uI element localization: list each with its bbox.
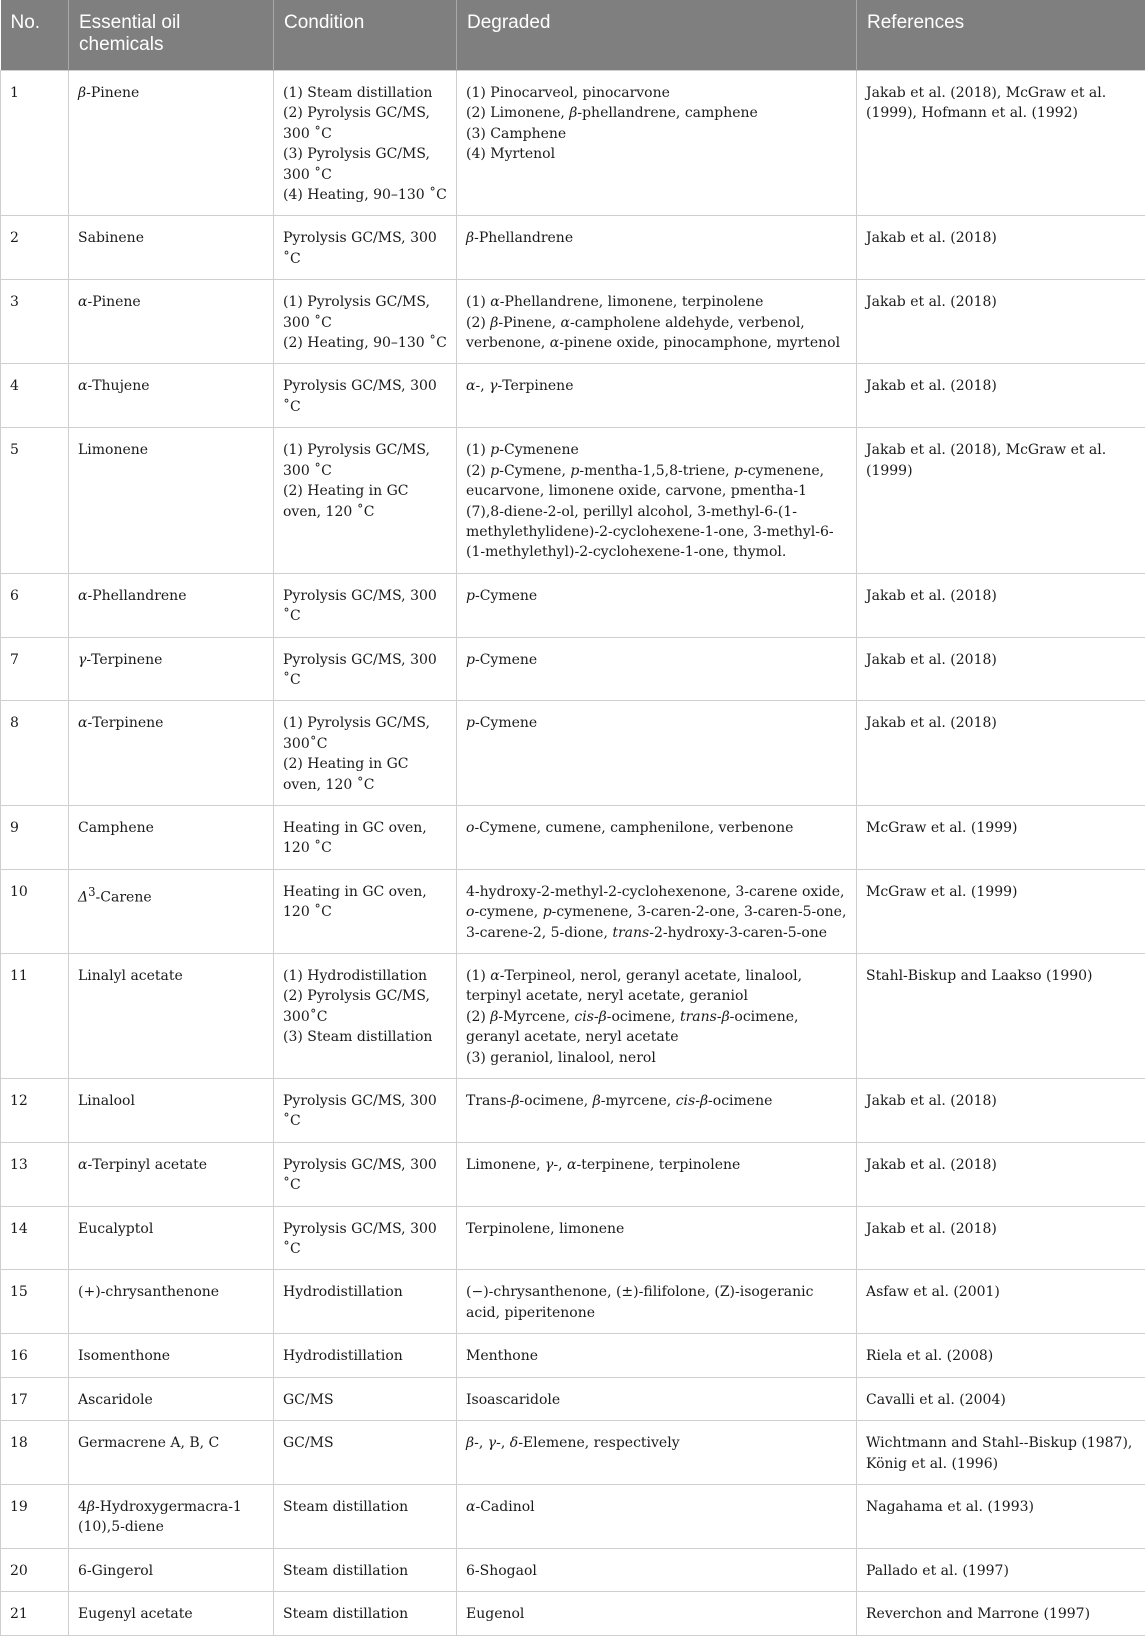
cell-no: 14 bbox=[1, 1206, 69, 1270]
cell-references: Jakab et al. (2018), McGraw et al. (1999), Hofmann et al. (1992) bbox=[857, 71, 1145, 216]
cell-condition: GC/MS bbox=[274, 1377, 457, 1420]
cell-chemical: Isomenthone bbox=[69, 1334, 274, 1377]
cell-degraded: 6-Shogaol bbox=[457, 1548, 857, 1591]
table-row bbox=[1, 573, 1145, 637]
cell-no: 12 bbox=[1, 1079, 69, 1143]
cell-degraded: α-Cadinol bbox=[457, 1484, 857, 1548]
cell-condition: (1) Pyrolysis GC/MS, 300˚C (2) Heating in GC oven, 120 ˚C bbox=[274, 701, 457, 806]
cell-degraded: α-, γ-Terpinene bbox=[457, 364, 857, 428]
cell-no: 17 bbox=[1, 1377, 69, 1420]
table-row bbox=[1, 364, 1145, 428]
cell-no: 20 bbox=[1, 1548, 69, 1591]
table-row bbox=[1, 1421, 1145, 1485]
cell-chemical: Germacrene A, B, C bbox=[69, 1421, 274, 1485]
cell-degraded: (1) p-Cymenene (2) p-Cymene, p-mentha-1,5,8-triene, p-cymenene, eucarvone, limonene oxide, carvone, pmentha-1 (7),8-diene-2-ol, perillyl alcohol, 3-methyl-6-(1-methylethylidene)-2-cyclohexene-1-one, 3-methyl-6-(1-methylethyl)-2-cyclohexene-1-one, thymol. bbox=[457, 428, 857, 573]
cell-references: Jakab et al. (2018) bbox=[857, 280, 1145, 364]
cell-no: 21 bbox=[1, 1592, 69, 1635]
header-condition: Condition bbox=[274, 0, 457, 71]
table-row bbox=[1, 701, 1145, 806]
cell-condition: Pyrolysis GC/MS, 300 ˚C bbox=[274, 1142, 457, 1206]
cell-references: Jakab et al. (2018) bbox=[857, 1206, 1145, 1270]
cell-references: McGraw et al. (1999) bbox=[857, 805, 1145, 869]
cell-condition: GC/MS bbox=[274, 1421, 457, 1485]
header-references: References bbox=[857, 0, 1145, 71]
cell-degraded: Menthone bbox=[457, 1334, 857, 1377]
cell-chemical: Linalyl acetate bbox=[69, 954, 274, 1079]
cell-chemical: α-Terpinene bbox=[69, 701, 274, 806]
cell-degraded: (−)-chrysanthenone, (±)-filifolone, (Z)-isogeranic acid, piperitenone bbox=[457, 1270, 857, 1334]
cell-chemical: Eugenyl acetate bbox=[69, 1592, 274, 1635]
cell-condition: Steam distillation bbox=[274, 1592, 457, 1635]
cell-chemical: α-Terpinyl acetate bbox=[69, 1142, 274, 1206]
table-row bbox=[1, 1079, 1145, 1143]
cell-references: Wichtmann and Stahl--Biskup (1987), König et al. (1996) bbox=[857, 1421, 1145, 1485]
cell-chemical: α-Thujene bbox=[69, 364, 274, 428]
cell-no: 10 bbox=[1, 869, 69, 953]
cell-no: 18 bbox=[1, 1421, 69, 1485]
table-row bbox=[1, 1142, 1145, 1206]
cell-degraded: Isoascaridole bbox=[457, 1377, 857, 1420]
cell-chemical: Sabinene bbox=[69, 216, 274, 280]
cell-references: Jakab et al. (2018) bbox=[857, 573, 1145, 637]
table-row bbox=[1, 1334, 1145, 1377]
cell-degraded: (1) Pinocarveol, pinocarvone (2) Limonene, β-phellandrene, camphene (3) Camphene (4) Myrtenol bbox=[457, 71, 857, 216]
cell-references: Cavalli et al. (2004) bbox=[857, 1377, 1145, 1420]
cell-chemical: Limonene bbox=[69, 428, 274, 573]
header-chemical: Essential oil chemicals bbox=[69, 0, 274, 71]
cell-no: 16 bbox=[1, 1334, 69, 1377]
cell-condition: Pyrolysis GC/MS, 300 ˚C bbox=[274, 637, 457, 701]
cell-degraded: p-Cymene bbox=[457, 701, 857, 806]
cell-chemical: α-Pinene bbox=[69, 280, 274, 364]
cell-degraded: p-Cymene bbox=[457, 573, 857, 637]
cell-degraded: β-Phellandrene bbox=[457, 216, 857, 280]
cell-condition: Pyrolysis GC/MS, 300 ˚C bbox=[274, 216, 457, 280]
cell-no: 7 bbox=[1, 637, 69, 701]
cell-no: 3 bbox=[1, 280, 69, 364]
cell-degraded: β-, γ-, δ-Elemene, respectively bbox=[457, 1421, 857, 1485]
cell-references: Jakab et al. (2018), McGraw et al. (1999) bbox=[857, 428, 1145, 573]
cell-condition: Pyrolysis GC/MS, 300 ˚C bbox=[274, 1206, 457, 1270]
table-row bbox=[1, 869, 1145, 953]
cell-condition: Heating in GC oven, 120 ˚C bbox=[274, 805, 457, 869]
cell-chemical: γ-Terpinene bbox=[69, 637, 274, 701]
cell-references: Riela et al. (2008) bbox=[857, 1334, 1145, 1377]
table-row bbox=[1, 1270, 1145, 1334]
cell-references: Jakab et al. (2018) bbox=[857, 1079, 1145, 1143]
cell-references: McGraw et al. (1999) bbox=[857, 869, 1145, 953]
table-row bbox=[1, 1377, 1145, 1420]
table-row bbox=[1, 1592, 1145, 1635]
table-row bbox=[1, 1484, 1145, 1548]
table-row bbox=[1, 1548, 1145, 1591]
cell-condition: Pyrolysis GC/MS, 300 ˚C bbox=[274, 1079, 457, 1143]
header-no: No. bbox=[1, 0, 69, 71]
table-row bbox=[1, 280, 1145, 364]
cell-condition: Pyrolysis GC/MS, 300 ˚C bbox=[274, 573, 457, 637]
cell-degraded: Limonene, γ-, α-terpinene, terpinolene bbox=[457, 1142, 857, 1206]
header-row bbox=[1, 0, 1145, 71]
cell-chemical: 6-Gingerol bbox=[69, 1548, 274, 1591]
cell-references: Jakab et al. (2018) bbox=[857, 637, 1145, 701]
cell-condition: (1) Pyrolysis GC/MS, 300 ˚C (2) Heating in GC oven, 120 ˚C bbox=[274, 428, 457, 573]
cell-degraded: 4-hydroxy-2-methyl-2-cyclohexenone, 3-carene oxide, o-cymene, p-cymenene, 3-caren-2-one, 3-caren-5-one, 3-carene-2, 5-dione, trans-2-hydroxy-3-caren-5-one bbox=[457, 869, 857, 953]
cell-references: Jakab et al. (2018) bbox=[857, 1142, 1145, 1206]
cell-condition: Pyrolysis GC/MS, 300 ˚C bbox=[274, 364, 457, 428]
cell-no: 11 bbox=[1, 954, 69, 1079]
cell-condition: Heating in GC oven, 120 ˚C bbox=[274, 869, 457, 953]
cell-chemical: 4β-Hydroxygermacra-1 (10),5-diene bbox=[69, 1484, 274, 1548]
cell-references: Jakab et al. (2018) bbox=[857, 216, 1145, 280]
cell-condition: Hydrodistillation bbox=[274, 1334, 457, 1377]
cell-references: Jakab et al. (2018) bbox=[857, 701, 1145, 806]
cell-no: 2 bbox=[1, 216, 69, 280]
cell-chemical: β-Pinene bbox=[69, 71, 274, 216]
cell-no: 13 bbox=[1, 1142, 69, 1206]
cell-no: 4 bbox=[1, 364, 69, 428]
cell-chemical: Linalool bbox=[69, 1079, 274, 1143]
cell-references: Jakab et al. (2018) bbox=[857, 364, 1145, 428]
cell-chemical: α-Phellandrene bbox=[69, 573, 274, 637]
cell-condition: Steam distillation bbox=[274, 1548, 457, 1591]
cell-no: 9 bbox=[1, 805, 69, 869]
cell-no: 1 bbox=[1, 71, 69, 216]
cell-condition: Hydrodistillation bbox=[274, 1270, 457, 1334]
cell-no: 6 bbox=[1, 573, 69, 637]
cell-chemical: (+)-chrysanthenone bbox=[69, 1270, 274, 1334]
cell-condition: (1) Steam distillation (2) Pyrolysis GC/MS, 300 ˚C (3) Pyrolysis GC/MS, 300 ˚C (4) Heating, 90–130 ˚C bbox=[274, 71, 457, 216]
cell-references: Pallado et al. (1997) bbox=[857, 1548, 1145, 1591]
cell-chemical: Eucalyptol bbox=[69, 1206, 274, 1270]
cell-degraded: Eugenol bbox=[457, 1592, 857, 1635]
cell-condition: (1) Pyrolysis GC/MS, 300 ˚C (2) Heating, 90–130 ˚C bbox=[274, 280, 457, 364]
header-degraded: Degraded bbox=[457, 0, 857, 71]
cell-no: 5 bbox=[1, 428, 69, 573]
table-header bbox=[1, 0, 1145, 71]
table-row bbox=[1, 637, 1145, 701]
cell-references: Stahl-Biskup and Laakso (1990) bbox=[857, 954, 1145, 1079]
cell-chemical: Camphene bbox=[69, 805, 274, 869]
cell-references: Nagahama et al. (1993) bbox=[857, 1484, 1145, 1548]
cell-chemical: $\Delta^3$-Carene bbox=[69, 869, 274, 953]
table-row bbox=[1, 71, 1145, 216]
table-row bbox=[1, 428, 1145, 573]
table-body bbox=[1, 71, 1145, 1636]
cell-degraded: (1) α-Phellandrene, limonene, terpinolene (2) β-Pinene, α-campholene aldehyde, verbenol, verbenone, α-pinene oxide, pinocamphone, myrtenol bbox=[457, 280, 857, 364]
cell-condition: Steam distillation bbox=[274, 1484, 457, 1548]
cell-references: Asfaw et al. (2001) bbox=[857, 1270, 1145, 1334]
table-row bbox=[1, 954, 1145, 1079]
table-row bbox=[1, 1206, 1145, 1270]
table-row bbox=[1, 216, 1145, 280]
cell-degraded: Terpinolene, limonene bbox=[457, 1206, 857, 1270]
cell-no: 8 bbox=[1, 701, 69, 806]
cell-degraded: o-Cymene, cumene, camphenilone, verbenone bbox=[457, 805, 857, 869]
cell-references: Reverchon and Marrone (1997) bbox=[857, 1592, 1145, 1635]
cell-degraded: p-Cymene bbox=[457, 637, 857, 701]
table-row bbox=[1, 805, 1145, 869]
cell-degraded: (1) α-Terpineol, nerol, geranyl acetate, linalool, terpinyl acetate, neryl acetate, geraniol (2) β-Myrcene, cis-β-ocimene, trans-β-ocimene, geranyl acetate, neryl acetate (3) geraniol, linalool, nerol bbox=[457, 954, 857, 1079]
cell-condition: (1) Hydrodistillation (2) Pyrolysis GC/MS, 300˚C (3) Steam distillation bbox=[274, 954, 457, 1079]
cell-chemical: Ascaridole bbox=[69, 1377, 274, 1420]
cell-no: 15 bbox=[1, 1270, 69, 1334]
cell-no: 19 bbox=[1, 1484, 69, 1548]
cell-degraded: Trans-β-ocimene, β-myrcene, cis-β-ocimene bbox=[457, 1079, 857, 1143]
